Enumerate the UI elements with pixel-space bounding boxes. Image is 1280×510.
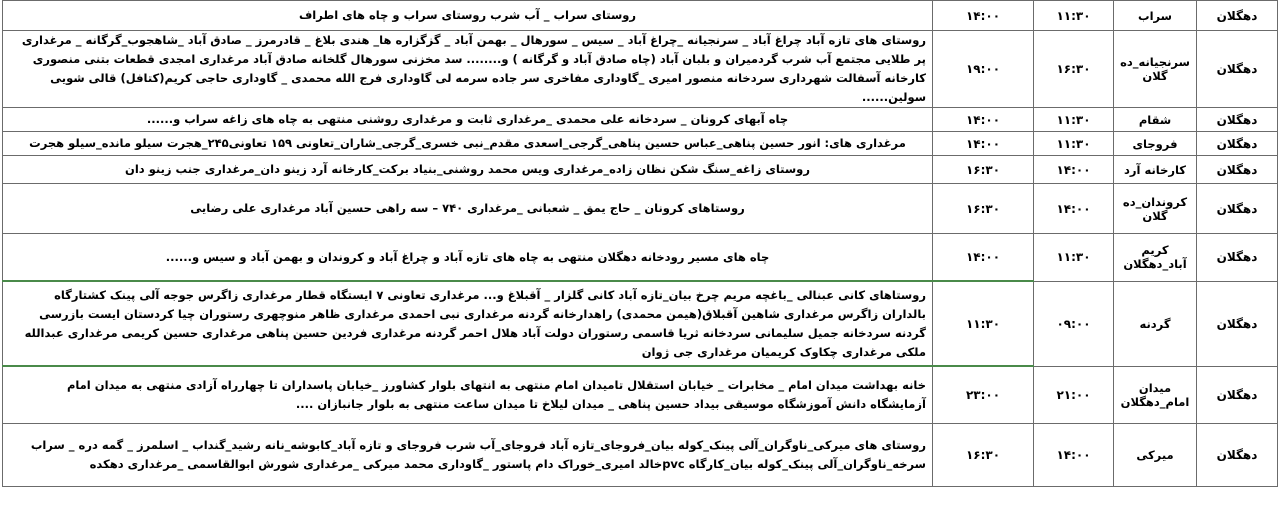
city-cell: دهگلان xyxy=(1197,366,1278,424)
start-time: ۱۴:۰۰ xyxy=(1056,448,1091,462)
city-cell: دهگلان xyxy=(1197,424,1278,487)
end-time: ۱۹:۰۰ xyxy=(965,62,1001,76)
start-time: ۱۴:۰۰ xyxy=(1056,162,1091,177)
power-outage-schedule-table xyxy=(2,0,1278,487)
start-time: ۱۱:۳۰ xyxy=(1056,112,1091,127)
end-time-cell xyxy=(933,108,1034,132)
start-time-cell xyxy=(1034,31,1114,108)
end-time: ۱۴:۰۰ xyxy=(965,112,1001,127)
city-cell: دهگلان xyxy=(1197,281,1278,366)
start-time: ۰۹:۰۰ xyxy=(1056,316,1091,331)
schedule-table-body xyxy=(3,1,1278,487)
city-cell: دهگلان xyxy=(1197,156,1278,184)
start-time: ۱۱:۳۰ xyxy=(1056,136,1091,151)
description-cell: چاه های مسیر رودخانه دهگلان منتهی به چاه های تازه آباد و چراغ آباد و کروندان و بهمن آباد و سیس و...... xyxy=(3,234,933,282)
city-cell: دهگلان xyxy=(1197,132,1278,156)
description-cell: روستای های تازه آباد چراغ آباد _ سرنجیانه _چراغ آباد _ سیس _ سورهال _ بهمن آباد _ گزگزاره ها_ هندی بلاغ _ قادرمرز _ صادق آباد _شاهجوب_گرگانه _ مرغداری پر طلایی مجتمع آب شرب گردمیران و بلبان آباد (چاه صادق آباد و گرگانه ) و........ سد مخزنی سورهال گلخانه صادق آباد مرغداری امجدی قطعات بتنی منصوری کارخانه آسفالت شهرداری سردخانه منصور امیری _گاوداری مفاخری سر جاده سرمه لی گاوداری فرج الله محمدی _ گاوداری حاجی کریم(کتافل) قالی شویی سولین...... xyxy=(3,31,933,108)
end-time: ۱۴:۰۰ xyxy=(965,250,1001,264)
end-time: ۱۴:۰۰ xyxy=(965,8,1001,23)
start-time-cell xyxy=(1034,234,1114,282)
table-row xyxy=(3,234,1278,282)
city-cell: دهگلان xyxy=(1197,1,1278,31)
end-time: ۱۱:۳۰ xyxy=(965,316,1001,331)
end-time: ۱۴:۰۰ xyxy=(965,136,1001,151)
description-cell: چاه آبهای کرونان _ سردخانه علی محمدی _مرغداری ثابت و مرغداری روشنی منتهی به چاه های زاغه سراب و...... xyxy=(3,108,933,132)
start-time: ۲۱:۰۰ xyxy=(1056,387,1091,402)
end-time-cell xyxy=(933,424,1034,487)
area-cell: شقام xyxy=(1114,108,1197,132)
end-time-cell xyxy=(933,31,1034,108)
table-row xyxy=(3,31,1278,108)
start-time-cell xyxy=(1034,108,1114,132)
table-row xyxy=(3,156,1278,184)
description-cell: روستای های میرکی_ناوگران_آلی پینک_کوله بیان_فروجای_تازه آباد فروجای_آب شرب فروجای و تازه آباد_کابوشه_نانه رشید_گنداب _ اسلمرز _ گمه دره _ سراب سرخه_ناوگران_آلی پینک_کوله بیان_کارگاه pvcخالد امیری_خوراک دام پاستور _گاوداری محمد میرکی _مرغداری شورش ابوالقاسمی _مرغداری دهکده xyxy=(3,424,933,487)
end-time-cell xyxy=(933,156,1034,184)
description-cell: خانه بهداشت میدان امام _ مخابرات _ خیابان استقلال تامیدان امام منتهی به انتهای بلوار کشاورز _خیابان پاسداران تا چهارراه آزادی منتهی به میدان امام آزمایشگاه دانش آموزشگاه موسیقی بیداد حسین پناهی _ میدان لیلاخ تا میدان ساعت منتهی به بلوار جانبازان .... xyxy=(3,366,933,424)
city-cell: دهگلان xyxy=(1197,184,1278,234)
table-row xyxy=(3,1,1278,31)
area-cell: کروندان_ده گلان xyxy=(1114,184,1197,234)
table-row xyxy=(3,366,1278,424)
description-cell: روستای زاغه_سنگ شکن نظان زاده_مرغداری ویس محمد روشنی_بنیاد برکت_کارخانه آرد زینو دان_مرغداری جنب زینو دان xyxy=(3,156,933,184)
table-row xyxy=(3,132,1278,156)
area-cell: فروجای xyxy=(1114,132,1197,156)
end-time-cell xyxy=(933,234,1034,282)
table-row xyxy=(3,424,1278,487)
start-time: ۱۱:۳۰ xyxy=(1056,250,1091,265)
description-cell: روستاهای کانی عبنالی _باغچه مریم چرخ بیان_تازه آباد کانی گلزار _ آقبلاغ و... مرغداری تعاونی ۷ ایستگاه قطار مرغداری زاگرس جوجه آلی پینک کشتارگاه بالداران زاگرس مرغداری شاهین آقبلاق(هیمن محمدی) راهدارخانه گردنه مرغداری نبی احمدی مرغداری ظاهر منوچهری رستوران چیا کردستان ایست بازرسی گردنه سردخانه جمیل سلیمانی سردخانه ثریا قاسمی رستوران دولت آباد هلال احمر گردنه مرغداری فردین حسین پناهی مرغداری حسین کریمی مرغداری عبدالله ملکی مرغداری چکاوک کریمیان مرغداری جی ژوان xyxy=(3,281,933,366)
area-cell: کریم آباد_دهگلان xyxy=(1114,234,1197,282)
area-cell: گردنه xyxy=(1114,281,1197,366)
start-time-cell xyxy=(1034,1,1114,31)
area-cell: میرکی xyxy=(1114,424,1197,487)
area-cell: کارخانه آرد xyxy=(1114,156,1197,184)
area-cell: سرنجیانه_ده گلان xyxy=(1114,31,1197,108)
description-cell: روستای سراب _ آب شرب روستای سراب و چاه های اطراف xyxy=(3,1,933,31)
end-time-cell xyxy=(933,184,1034,234)
table-row xyxy=(3,281,1278,366)
end-time-cell xyxy=(933,132,1034,156)
start-time: ۱۴:۰۰ xyxy=(1056,201,1091,216)
city-cell: دهگلان xyxy=(1197,108,1278,132)
table-row xyxy=(3,108,1278,132)
table-row xyxy=(3,184,1278,234)
area-cell: میدان امام_دهگلان xyxy=(1114,366,1197,424)
end-time-cell xyxy=(933,281,1034,366)
end-time: ۲۳:۰۰ xyxy=(965,388,1001,402)
start-time-cell xyxy=(1034,132,1114,156)
end-time: ۱۶:۳۰ xyxy=(965,201,1001,216)
end-time: ۱۶:۳۰ xyxy=(965,448,1001,462)
area-cell: سراب xyxy=(1114,1,1197,31)
start-time-cell xyxy=(1034,156,1114,184)
description-cell: مرغداری های: انور حسین پناهی_عباس حسین پناهی_گرجی_اسعدی مقدم_نبی خسری_گرجی_شاران_تعاونی ۱۵۹ تعاونی۲۴۵_هجرت سیلو مانده_سیلو هجرت xyxy=(3,132,933,156)
start-time-cell xyxy=(1034,424,1114,487)
start-time-cell xyxy=(1034,281,1114,366)
start-time-cell xyxy=(1034,366,1114,424)
end-time-cell xyxy=(933,366,1034,424)
city-cell: دهگلان xyxy=(1197,31,1278,108)
start-time: ۱۶:۳۰ xyxy=(1056,62,1091,76)
description-cell: روستاهای کرونان _ حاج یمق _ شعبانی _مرغداری ۷۴۰ – سه راهی حسین آباد مرغداری علی رضایی xyxy=(3,184,933,234)
start-time: ۱۱:۳۰ xyxy=(1056,8,1091,23)
city-cell: دهگلان xyxy=(1197,234,1278,282)
end-time: ۱۶:۳۰ xyxy=(965,162,1001,177)
end-time-cell xyxy=(933,1,1034,31)
start-time-cell xyxy=(1034,184,1114,234)
